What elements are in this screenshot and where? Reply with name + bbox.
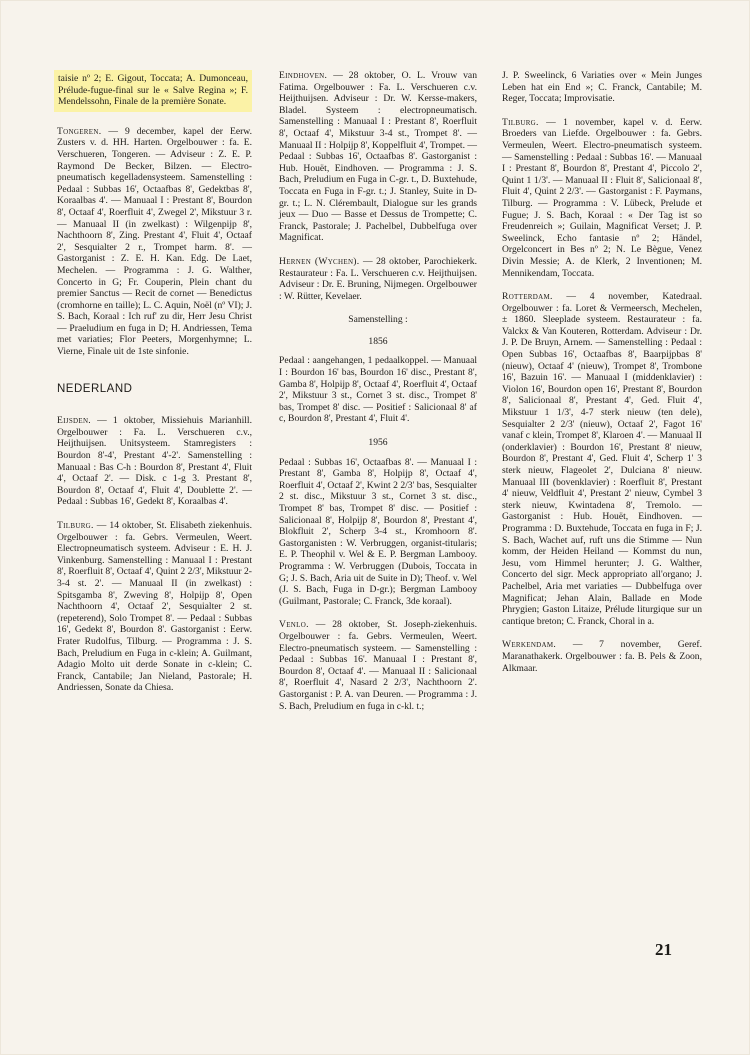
entry-rotterdam — [502, 291, 702, 627]
city-name: Eindhoven. — [279, 70, 328, 81]
entry-hernen — [279, 256, 477, 302]
entry-venlo — [279, 619, 477, 712]
entry-text: — 1 november, kapel v. d. Eerw. Broeders van Liefde. Orgelbouwer : fa. Gebrs. Vermeulen, Weert. Electro-pneumatisch systeem. — Samenstelling : Pedaal : Subbas 16'. — Manuaal I : Prestant 8', Bourdon 8', Prestant 4', Piccolo 2', Quint 1 1/3'. — Manuaal II : Fluit 8', Salicionaal 8', Fluit 4', Quint 2 2/3'. — Gastorganist : F. Paymans, Tilburg. — Programma : V. Lübeck, Prelude et Fugue; J. S. Bach, Koraal : « Der Tag ist so Freudenreich »; Guilain, Magnificat Verset; J. P. Sweelinck, Echo fantasie nº 2; Händel, Orgelconcert in Bes nº 2; N. Le Bègue, Venez Divin Messie; A. de Klerk, 2 Inventionen; M. Mennikendam, Toccata. — [502, 116, 702, 279]
entry-tongeren — [57, 126, 252, 358]
entry-text: — 4 november, Katedraal. Orgelbouwer : fa. Loret & Vermeersch, Mechelen, ± 1860. Sleeplade systeem. Restaurateur : fa. Valckx & Van Kouteren, Rotterdam. Adviseur : Dr. J. P. De Bruyn, Arnem. — Samenstelling : Pedaal : Open Subbas 16', Octaafbas 8', Baarpijpbas 8' (nieuw), Octaaf 4' (nieuw), Trompet 8', Trombone 16', Bazuin 16'. — Manuaal I (middenklavier) : Violon 16', Bourdon open 16', Prestant 8', Bourdon 8', Salicionaal 8', Prestant 4', Ged. Fluit 4', Mikstuur 1 1/3', 4-7 sterk nieuw (ten dele), Sesquialter 2 2/3' (nieuw), Octaaf 2', Fagot 16' vanaf c klein, Trompet 8', Klaroen 4'. — Manuaal II (onderklavier) : Bourdon 16', Prestant 8' nieuw, Bourdon 8', Prestant 4', Ged. Fluit 4', Scherp 1' 3 sterk nieuw, Flageolet 2', Dulciana 8' nieuw. Manuaal III (bovenklavier) : Roerfluit 8', Prestant 4' nieuw, Veldfluit 4', Prestant 2' nieuw, Cymbel 3 sterk nieuw, Kwintadena 8', Tremolo. — Gastorganist : Hub. Houët, Eindhoven. — Programma : D. Buxtehude, Toccata en fuga in F; J. S. Bach, Wachet auf, ruft uns die Stimme — Nun komm, der Heiden Heiland — Kommst du nun, Jesu, vom Himmel herunter; J. G. Walther, Concerto del sigr. Meck appropriato all'organo; J. Pachelbel, Aria met variaties — Dubbelfuga over Magnificat; Jehan Alain, Ballade en Mode Phrygien; Gaston Litaize, Prélude liturgique sur un cantique breton; C. Franck, Choral in a. — [502, 291, 702, 627]
entry-eijsden — [57, 415, 252, 508]
column-2 — [279, 70, 477, 724]
city-name: Tongeren. — [57, 125, 102, 137]
city-name: Rotterdam. — [502, 291, 553, 303]
entry-text: J. P. Sweelinck, 6 Variaties over « Mein Junges Leben hat ein End »; C. Franck, Cantabile; M. Reger, Toccata; Improvisatie. — [502, 70, 702, 105]
entry-text: — 28 oktober, O. L. Vrouw van Fatima. Orgelbouwer : Fa. L. Verschueren c.v. Heijthuijsen. Adviseur : Dr. W. Kersse-makers, Bladel. Systeem : electropneumatisch. Samenstelling : Manuaal I : Prestant 8', Roerfluit 8', Octaaf 4', Mikstuur 3-4 st., Trompet 8'. — Manuaal II : Holpijp 8', Koppelfluit 4', Trompet. — Pedaal : Subbas 16', Octaafbas 8'. Gastorganist : Hub. Houët, Eindhoven. — Programma : J. S. Bach, Preludium en Fuga in C-gr. t., D. Buxtehude, Toccata en Fuga in F-gr. t.; J. Stanley, Suite in D-gr. t.; L. N. Clérembault, Dialogue sur les grands jeux — Duo — Basse et Dessus de Trompette; C. Franck, Pastorale; J. Pachelbel, Dubbelfuga over Magnificat. — [279, 70, 477, 244]
city-name: Tilburg. — [57, 520, 94, 531]
city-name: Hernen (Wychen). — [279, 255, 360, 267]
entry-tilburg — [57, 520, 252, 694]
page-number: 21 — [655, 940, 672, 959]
entry-text: — 28 oktober, St. Joseph-ziekenhuis. Orgelbouwer : fa. Gebrs. Vermeulen, Weert. Electro-pneumatisch systeem. — Samenstelling : Pedaal : Subbas 16'. Manuaal I : Prestant 8', Bourdon 8', Octaaf 4'. — Manuaal II : Salicionaal 8', Roerfluit 4', Nasard 2 2/3', Nachthoorn 2'. Gastorganist : P. A. van Deuren. — Programma : J. S. Bach, Preludium en fuga in c-kl. t.; — [279, 619, 477, 712]
entry-text: — 28 oktober, Parochiekerk. Restaurateur : Fa. L. Verschueren c.v. Heijthuijsen. Adviseur : Dr. E. Bruning, Nijmegen. Orgelbouwer : W. Rütter, Kevelaer. — [279, 255, 477, 302]
samenstelling-label: Samenstelling : — [348, 314, 408, 326]
entry-text: — 1 oktober, Missiehuis Marianhill. Orgelbouwer : Fa. L. Verschueren c.v., Heijthuijsen. Unitsysteem. Stamregisters : Bourdon 8'-4', Prestant 4'-2'. Samenstelling : Manuaal : Bas C-h : Bourdon 8', Prestant 4', Fluit 4', Octaaf 2'. — Disk. c 1-g 3. Prestant 8', Bourdon 8', Octaaf 4', Fluit 4', Doublette 2'. — Pedaal : Subbas 16', Gedekt 8', Koraalbas 4'. — [57, 415, 252, 508]
city-name: Eijsden. — [57, 415, 91, 427]
entry-text: Pedaal : aangehangen, 1 pedaalkoppel. — Manuaal I : Bourdon 16' bas, Bourdon 16' disc., Prestant 8', Gamba 8', Holpijp 8', Octaaf 4', Roerfluit 4', Octaaf 2', Mikstuur 3 st., Cornet 3 st. disc., Trompet 8' bas, Trompet 8' disc. — Positief : Salicionaal 8' af c, Bourdon 8', Prestant 4', Fluit 4'. — [279, 355, 477, 425]
year-label-1856: 1856 — [368, 335, 388, 347]
entry-text: Pedaal : Subbas 16', Octaafbas 8'. — Manuaal I : Prestant 8', Gamba 8', Holpijp 8', Octaaf 4', Roerfluit 4', Octaaf 2', Kwint 2 2/3' bas, Sesquialter 2 st. disc., Mikstuur 3 st., Cornet 3 st. disc., Trompet 8' bas, Trompet 8' disc. — Positief : Salicionaal 8', Holpijp 8', Bourdon 8', Prestant 4', Blokfluit 2', Scherp 3-4 st., Kromhoorn 8'. Gastorganisten : W. Verbruggen, organist-titularis; E. P. Theophil v. Wel & E. P. Bergman Lambooy. Programma : W. Verbruggen (Dubois, Toccata in G; J. S. Bach, Aria uit de Suite in D); Theof. v. Wel (J. S. Bach, Fuga in D-gr.); Bergman Lambooy (Guilmant, Pastorale; C. Franck, 3de koraal). — [279, 456, 477, 607]
year-label-1956: 1956 — [368, 437, 388, 449]
entry-text: — 9 december, kapel der Eerw. Zusters v. d. HH. Harten. Orgelbouwer : fa. E. Verschueren, Tongeren. — Adviseur : Z. E. P. Raymond De Becker, Bilzen. — Electro-pneumatisch kegelladensysteem. Samenstelling : Pedaal : Subbas 16', Octaafbas 8', Gedektbas 8', Koraalbas 4'. — Manuaal I : Prestant 8', Bourdon 8', Octaaf 4', Roerfluit 4', Zwegel 2', Mikstuur 3 r. — Manuaal II (in zwelkast) : Wilgenpijp 8', Nachthoorn 8', Zing. Prestant 4', Fluit 4', Octaaf 2', Sesquialter 2 r., Trompet harm. 8'. — Gastorganist : Z. E. H. Kan. Edg. De Laet, Mechelen. — Programma : J. G. Walther, Concerto in G; Fr. Couperin, Plein chant du premier Sanctus — Recit de cornet — Benedictus (cromhorne en taille); L. C. Aquin, Noël (nº VI); J. S. Bach, Koraal : Ich ruf' zu dir, Herr Jesu Christ — Praeludium en fuga in D; H. Andriessen, Tema met variaties; Flor Peeters, Morgenhymne; L. Vierne, Finale uit de 1ste sinfonie. — [57, 125, 252, 358]
entry-1856-spec — [279, 355, 477, 425]
entry-1956-spec — [279, 457, 477, 608]
entry-eindhoven — [279, 70, 477, 244]
column-3 — [502, 70, 702, 686]
section-heading: NEDERLAND — [57, 382, 133, 395]
entry-werkendam — [502, 639, 702, 674]
city-name: Tilburg. — [502, 116, 539, 128]
city-name: Venlo. — [279, 619, 309, 631]
highlighted-passage — [54, 70, 252, 112]
intro-text: taisie nº 2; E. Gigout, Toccata; A. Dumonceau, Prélude-fugue-final sur le « Salve Regina »; F. Mendelssohn, Finale de la première Sonate. — [58, 73, 248, 108]
entry-tilburg-2 — [502, 117, 702, 279]
column-1 — [57, 70, 252, 706]
entry-continuation — [502, 70, 702, 105]
city-name: Werkendam. — [502, 639, 557, 651]
entry-text: — 7 november, Geref. Maranathakerk. Orgelbouwer : fa. B. Pels & Zoon, Alkmaar. — [502, 639, 702, 674]
entry-text: — 14 oktober, St. Elisabeth ziekenhuis. Orgelbouwer : fa. Gebrs. Vermeulen, Weert. Electropneumatisch systeem. Adviseur : E. H. J. Vinkenburg. Samenstelling : Manuaal I : Prestant 8', Roerfluit 8', Octaaf 4', Quint 2 2/3', Mikstuur 2-3-4 st. 2'. — Manuaal II (in zwelkast) : Spitsgamba 8', Zweving 8', Holpijp 8', Open Nachthoorn 4', Octaaf 2', Sesquialter 2 st. (repeterend), Solo Trompet 8'. — Pedaal : Subbas 16', Gedekt 8', Bourdon 8'. Gastorganist : Eerw. Frater Rudolfus, Tilburg. — Programma : J. S. Bach, Preludium en Fuga in c-klein; A. Guilmant, Adagio Molto uit derde Sonate in c-klein; C. Franck, Cantabile; Jan Nieland, Pastorale; H. Andriessen, Sonate da Chiesa. — [57, 520, 252, 694]
